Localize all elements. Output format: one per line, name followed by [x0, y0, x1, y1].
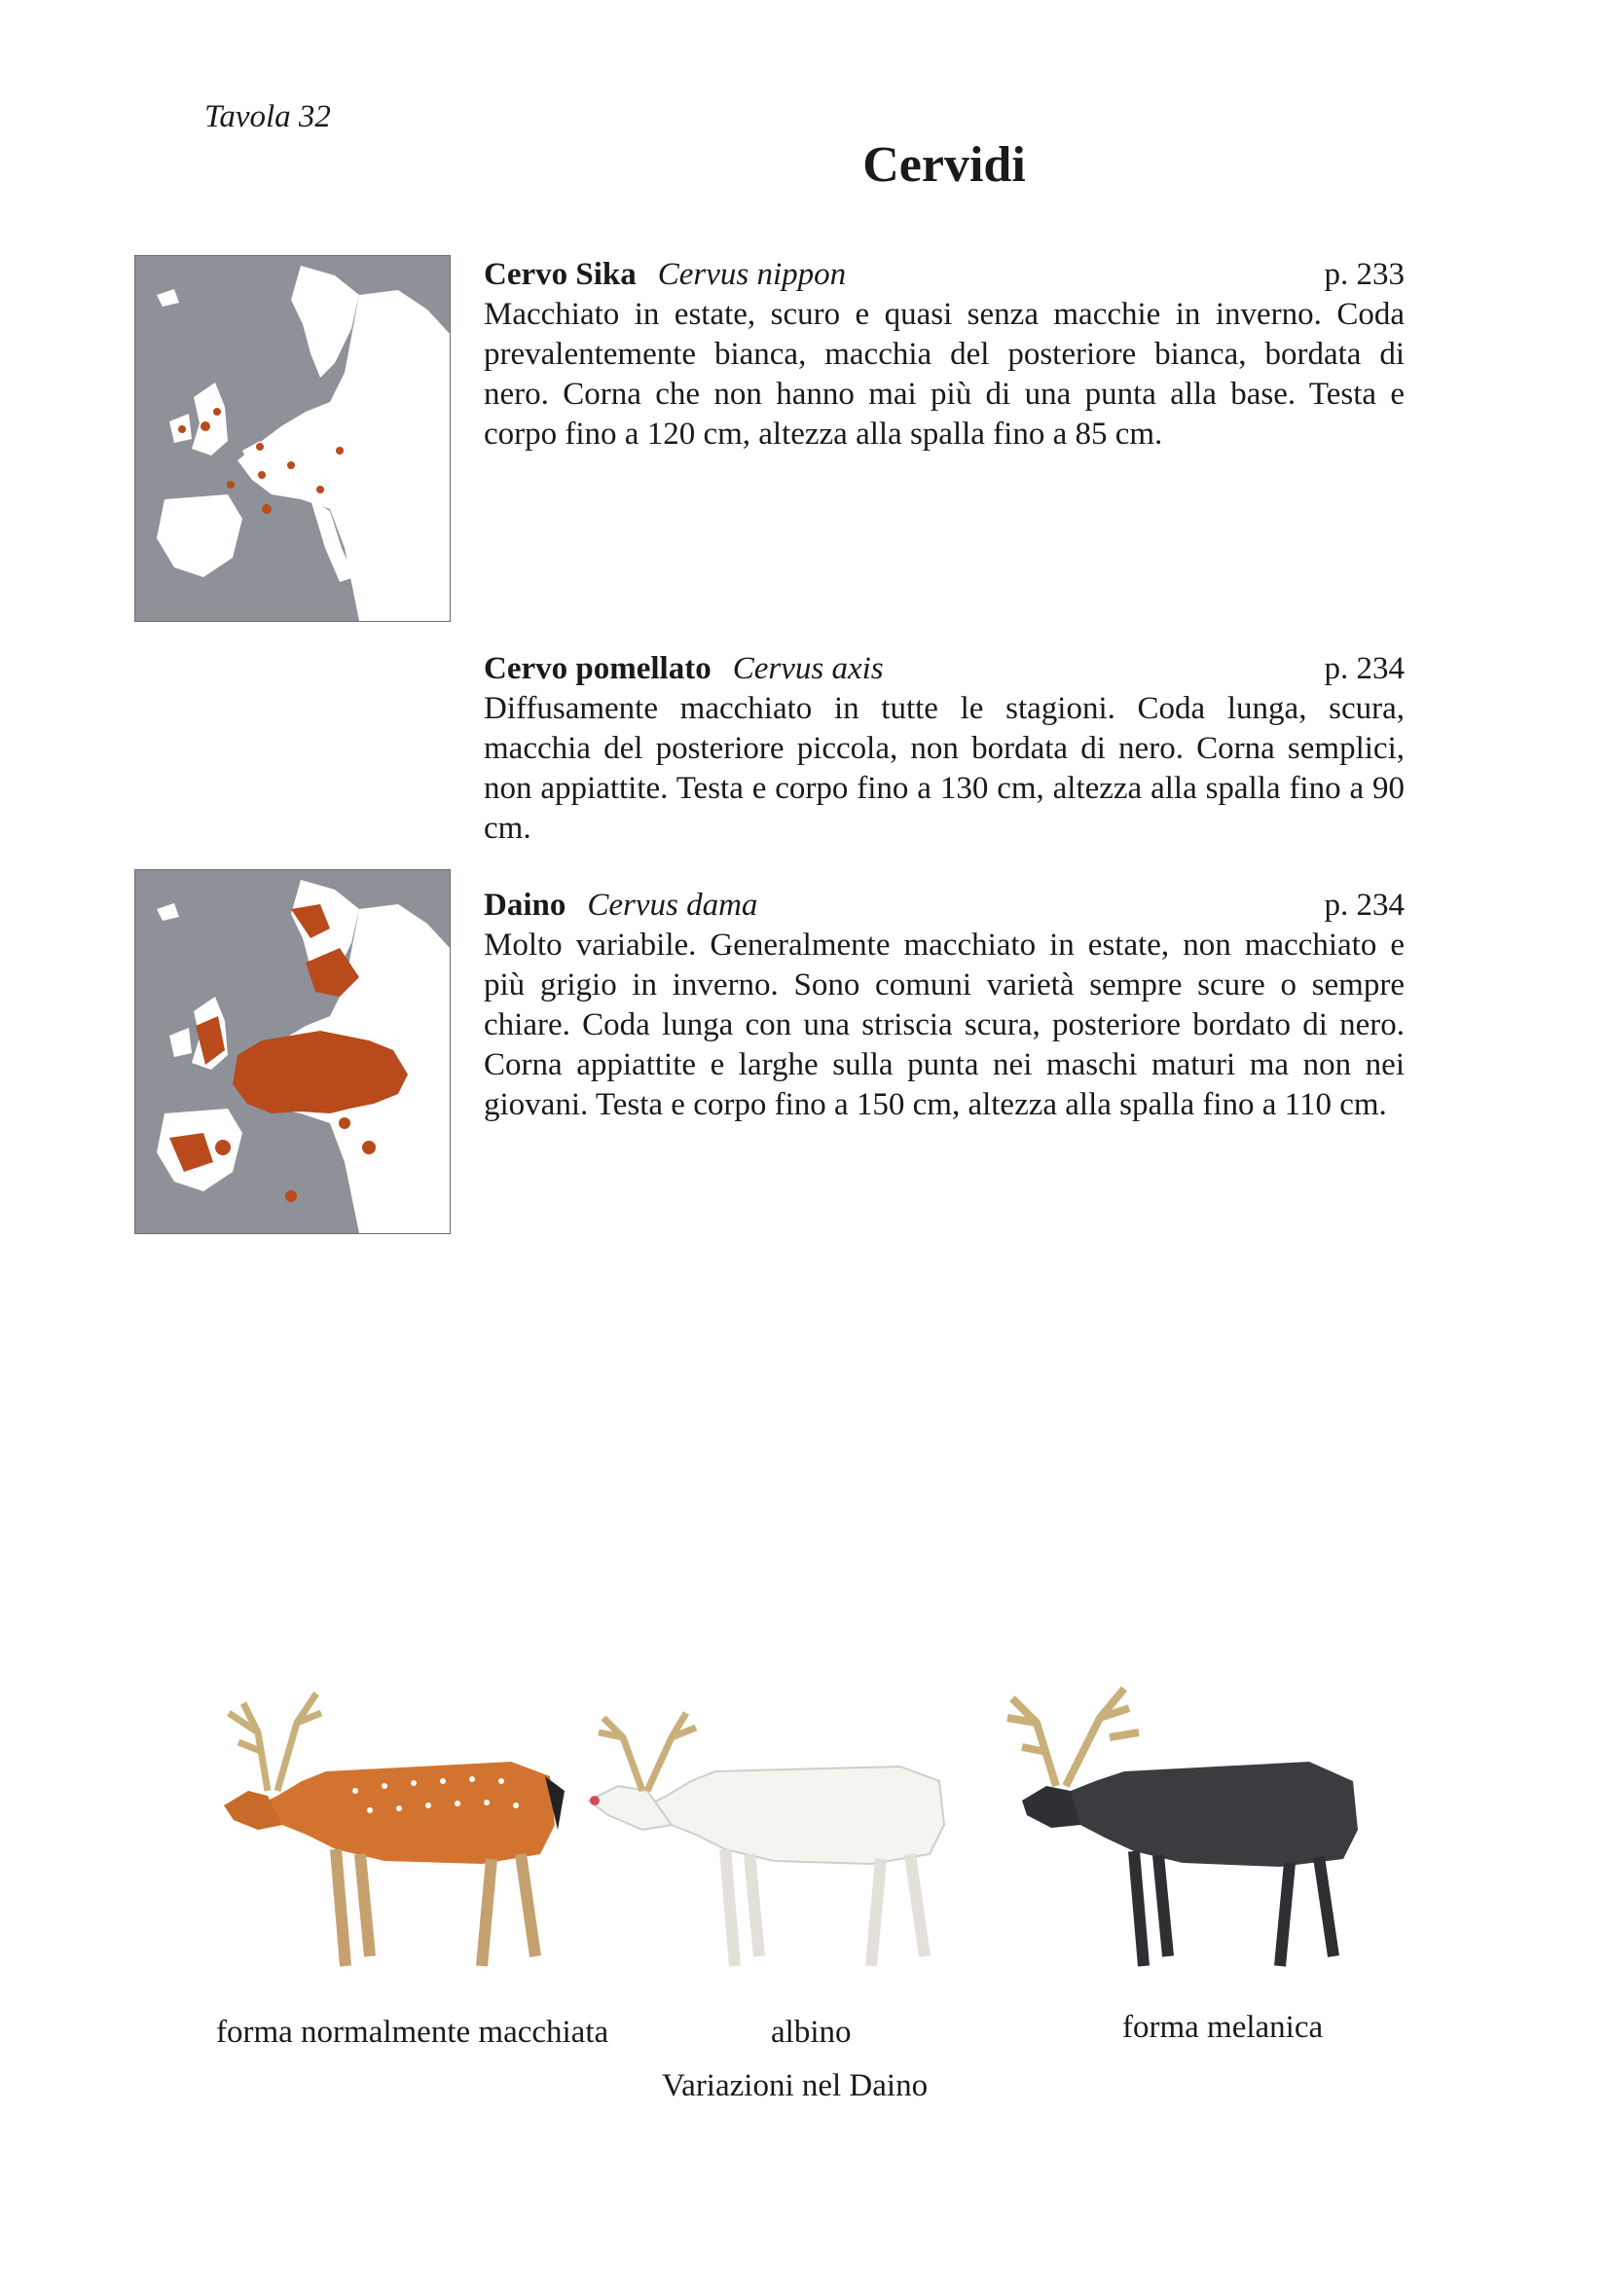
- europe-map-sika: [135, 256, 450, 621]
- page-title: Cervidi: [862, 137, 1026, 193]
- deer-albino: [589, 1713, 944, 1966]
- species-entry-daino: [484, 886, 1405, 1125]
- figure-caption: Variazioni nel Daino: [662, 2068, 929, 2103]
- common-name: Cervo pomellato: [484, 651, 712, 686]
- latin-name: Cervus dama: [587, 888, 758, 923]
- deer-normal-spotted: [224, 1694, 565, 1966]
- page-reference: p. 233: [1324, 257, 1405, 292]
- page-reference: p. 234: [1324, 651, 1405, 686]
- latin-name: Cervus axis: [732, 651, 884, 686]
- plate-number: Tavola 32: [204, 99, 331, 134]
- species-description: Diffusamente macchiato in tutte le stagioni. Coda lunga, scura, macchia del posteriore piccola, non bordata di nero. Corna semplici, non appiattite. Testa e corpo fino a 130 cm, altezza alla spalla fino a 90 cm.: [484, 691, 1405, 846]
- label-normal-form: forma normalmente macchiata: [216, 2015, 609, 2050]
- species-entry-sika: [484, 255, 1405, 455]
- latin-name: Cervus nippon: [657, 257, 847, 292]
- range-map-sika: [134, 255, 451, 622]
- fallow-deer-variations-illustration: [190, 1645, 1377, 1995]
- label-melanic-form: forma melanica: [1122, 2010, 1324, 2045]
- label-albino-form: albino: [771, 2015, 852, 2050]
- common-name: Daino: [484, 888, 566, 923]
- species-description: Macchiato in estate, scuro e quasi senza macchie in inverno. Coda prevalentemente bianca, macchia del posteriore bianca, bordata di nero. Corna che non hanno mai più di una punta alla base. Testa e corpo fino a 120 cm, altezza alla spalla fino a 85 cm.: [484, 297, 1405, 452]
- page-reference: p. 234: [1324, 888, 1405, 923]
- deer-melanic: [1007, 1689, 1358, 1966]
- species-entry-pomellato: [484, 649, 1405, 849]
- range-map-daino: [134, 869, 451, 1234]
- europe-map-daino: [135, 870, 450, 1233]
- common-name: Cervo Sika: [484, 257, 637, 292]
- deer-figures: [190, 1645, 1377, 1995]
- species-description: Molto variabile. Generalmente macchiato in estate, non macchiato e più grigio in inverno. Sono comuni varietà sempre scure o sempre chiare. Coda lunga con una striscia scura, posteriore bordato di nero. Corna appiattite e larghe sulla punta nei maschi maturi ma non nei giovani. Testa e corpo fino a 150 cm, altezza alla spalla fino a 110 cm.: [484, 928, 1405, 1122]
